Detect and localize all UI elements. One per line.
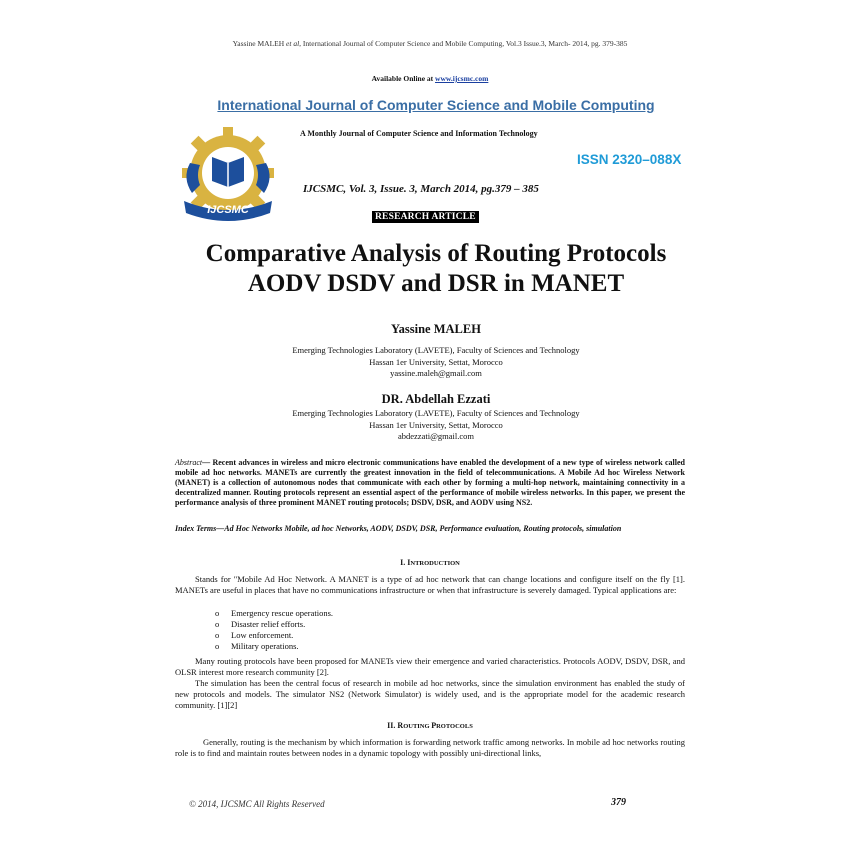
index-terms: Index Terms—Ad Hoc Networks Mobile, ad hoc Networks, AODV, DSDV, DSR, Performance evaluation, Routing protocols, simulation <box>175 524 622 533</box>
citation: IJCSMC, Vol. 3, Issue. 3, March 2014, pg.379 – 385 <box>303 183 539 195</box>
list-item: o Disaster relief efforts. <box>215 619 306 629</box>
author-email: yassine.maleh@gmail.com <box>390 368 482 378</box>
journal-website-link[interactable]: www.ijcsmc.com <box>435 74 489 83</box>
section-heading: I. INTRODUCTION <box>400 558 460 567</box>
abstract: Abstract— Recent advances in wireless and micro electronic communications have enabled the development of a new type of wireless network called mobile ad hoc networks. MANETs are currently the greatest innovation in the field of telecommunications. A Mobile Ad hoc Wireless Network (MANET) is a collection of autonomous nodes that communicate with each other by forming a multi-hop network, maintaining connectivity in a decentralized manner. Routing protocols represent an essential aspect of the performance of mobile wireless networks. In this paper, we present the performance analysis of three prominent MANET routing protocols; DSDV, DSR, and AODV using NS2. <box>175 458 685 507</box>
list-item: o Emergency rescue operations. <box>215 608 334 618</box>
logo-text: IJCSMC <box>207 204 249 216</box>
author-affiliation: Emerging Technologies Laboratory (LAVETE), Faculty of Sciences and Technology Hassan 1er University, Settat, Morocco abdezzati@gmail.com <box>0 408 860 443</box>
article-type-badge: RESEARCH ARTICLE <box>372 211 479 223</box>
journal-subtitle: A Monthly Journal of Computer Science and Information Technology <box>300 129 538 138</box>
author-email: abdezzati@gmail.com <box>397 431 475 441</box>
paper-title-line-2: AODV DSDV and DSR in MANET <box>247 270 625 297</box>
paragraph: The simulation has been the central focus of research in mobile ad hoc networks, since the simulation environment has enabled the study of new protocols and models. The simulator NS2 (Network Simulator) is widely used, and is the appropriate model for the academic research community. [1][2] <box>175 678 685 710</box>
author-affiliation: Emerging Technologies Laboratory (LAVETE), Faculty of Sciences and Technology Hassan 1er University, Settat, Morocco yassine.maleh@gmail.com <box>0 345 860 380</box>
list-item: o Low enforcement. <box>215 630 294 640</box>
paper-title-line-1: Comparative Analysis of Routing Protocols <box>205 240 667 267</box>
paragraph: Many routing protocols have been proposed for MANETs view their emergence and varied characteristics. Protocols AODV, DSDV, DSR, and OLSR interest more research community [2]. <box>175 656 685 677</box>
available-online: Available Online at www.ijcsmc.com <box>371 74 489 83</box>
journal-title-link[interactable]: International Journal of Computer Science and Mobile Computing <box>217 97 655 113</box>
running-head: Yassine MALEH et al, International Journal of Computer Science and Mobile Computing, Vol.3 Issue.3, March- 2014, pg. 379-385 <box>232 39 628 48</box>
author-name: Yassine MALEH <box>391 322 481 336</box>
page-number: 379 <box>611 797 626 808</box>
author-name: DR. Abdellah Ezzati <box>381 392 491 406</box>
application-list <box>215 608 333 652</box>
issn: ISSN 2320–088X <box>577 152 682 167</box>
abstract-label: Abstract <box>175 458 203 467</box>
paragraph: Stands for "Mobile Ad Hoc Network. A MANET is a type of ad hoc network that can change locations and configure itself on the fly [1]. MANETs are useful in places that have no communications infrastructure or when that infrastructure is severely damaged. Typical applications are: <box>175 574 685 595</box>
paper-title <box>0 239 860 299</box>
copyright-footer: © 2014, IJCSMC All Rights Reserved <box>189 799 325 809</box>
journal-logo <box>174 123 282 226</box>
paragraph: Generally, routing is the mechanism by which information is forwarding network traffic among networks. In mobile ad hoc networks routing role is to find and maintain routes between nodes in a dynamic topology with possibly uni-directional links, <box>175 737 685 758</box>
list-item: o Military operations. <box>215 641 299 651</box>
section-heading: II. ROUTING PROTOCOLS <box>387 721 473 730</box>
